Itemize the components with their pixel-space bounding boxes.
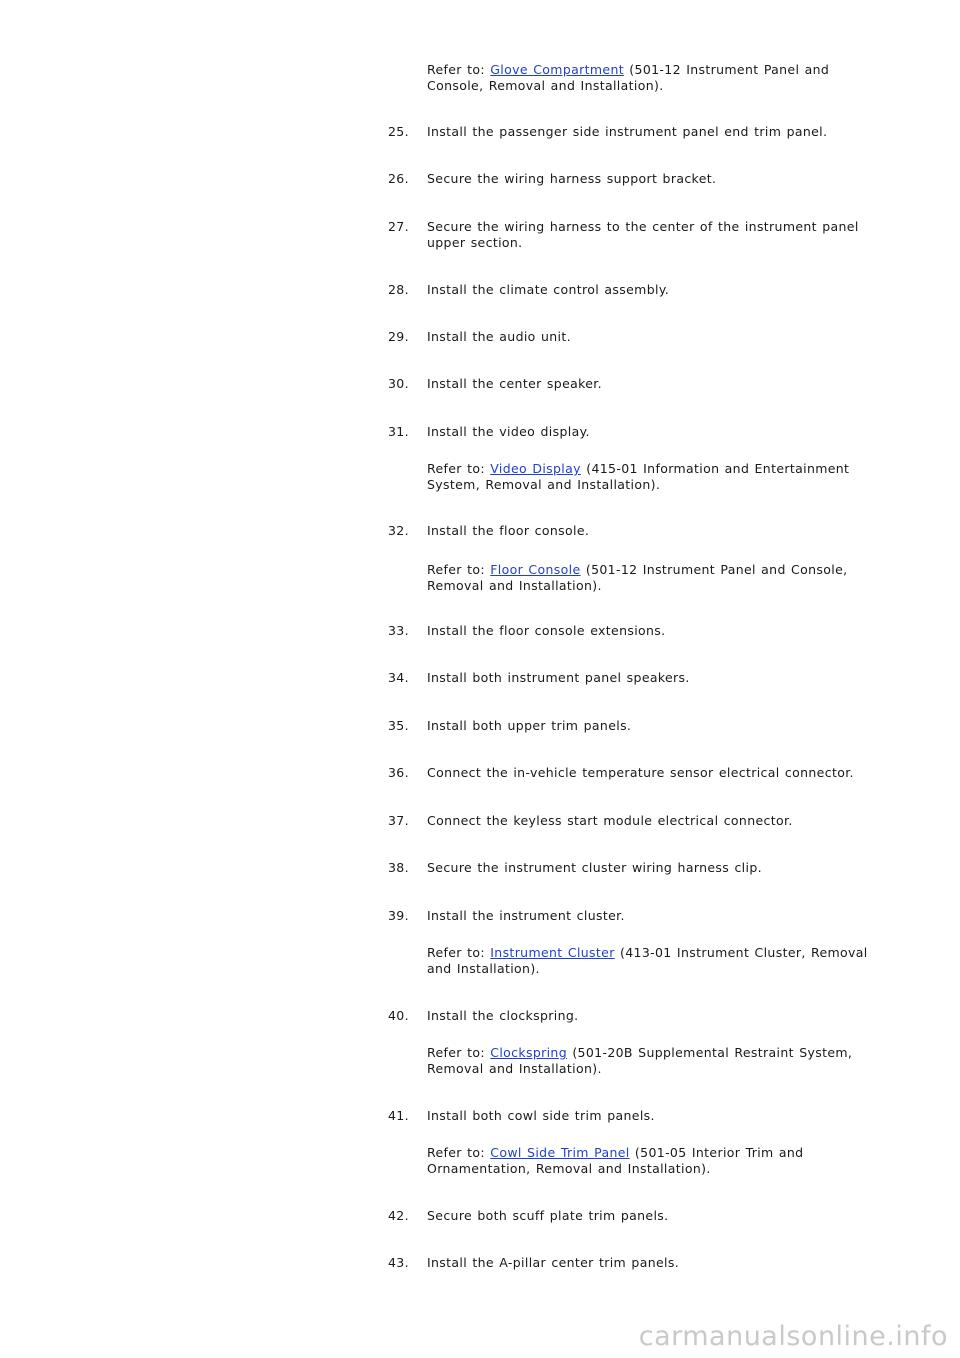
step-number: 40. [388,1008,409,1023]
reference-prefix: Refer to: [427,62,491,77]
step-number: 36. [388,765,409,780]
reference-line: System, Removal and Installation). [427,477,661,492]
step-number: 25. [388,124,409,139]
step-text: Install the A-pillar center trim panels. [427,1255,680,1270]
step-text: Install both upper trim panels. [427,718,632,733]
step-text: Install both instrument panel speakers. [427,670,690,685]
step-number: 34. [388,670,409,685]
reference-text: (501-12 Instrument Panel and [623,62,830,77]
step-number: 33. [388,623,409,638]
step-number: 29. [388,329,409,344]
cowl-side-trim-panel-link[interactable]: Cowl Side Trim Panel [490,1145,630,1160]
step-number: 42. [388,1208,409,1223]
step-number: 38. [388,860,409,875]
glove-compartment-link[interactable]: Glove Compartment [490,62,624,77]
reference-line [427,461,882,477]
reference-text: (413-01 Instrument Cluster, Removal [614,945,868,960]
reference-prefix: Refer to: [427,461,491,476]
step-text: Install the floor console. [427,523,590,538]
reference-line [427,62,882,78]
reference-text: (501-12 Instrument Panel and Console, [580,562,848,577]
instrument-cluster-link[interactable]: Instrument Cluster [490,945,615,960]
reference-line [427,562,882,578]
step-number: 26. [388,171,409,186]
reference-line: Removal and Installation). [427,1061,602,1076]
step-number: 28. [388,282,409,297]
floor-console-link[interactable]: Floor Console [490,562,581,577]
step-number: 39. [388,908,409,923]
step-number: 32. [388,523,409,538]
step-text: Install the audio unit. [427,329,571,344]
step-text: Install the video display. [427,424,590,439]
reference-line: Console, Removal and Installation). [427,78,664,93]
reference-line [427,1145,882,1161]
clockspring-link[interactable]: Clockspring [490,1045,567,1060]
step-text: Connect the in-vehicle temperature sensor electrical connector. [427,765,854,780]
reference-line: and Installation). [427,961,540,976]
reference-line: Ornamentation, Removal and Installation). [427,1161,711,1176]
video-display-link[interactable]: Video Display [490,461,581,476]
reference-text: (415-01 Information and Entertainment [580,461,850,476]
step-number: 30. [388,376,409,391]
step-number: 31. [388,424,409,439]
reference-line: Removal and Installation). [427,578,602,593]
step-text: Install the center speaker. [427,376,602,391]
step-text: Install the climate control assembly. [427,282,670,297]
step-text: Install the clockspring. [427,1008,579,1023]
reference-prefix: Refer to: [427,562,491,577]
step-text: Install the floor console extensions. [427,623,666,638]
reference-line [427,945,882,961]
step-text: Install the passenger side instrument panel end trim panel. [427,124,828,139]
step-number: 35. [388,718,409,733]
site-watermark: carmanualsonline.info [638,1321,948,1352]
step-text: Install the instrument cluster. [427,908,625,923]
reference-prefix: Refer to: [427,1145,491,1160]
step-number: 41. [388,1108,409,1123]
reference-prefix: Refer to: [427,945,491,960]
step-number: 43. [388,1255,409,1270]
step-number: 27. [388,219,409,234]
step-text: Connect the keyless start module electrical connector. [427,813,793,828]
reference-text: (501-05 Interior Trim and [629,1145,804,1160]
step-number: 37. [388,813,409,828]
step-text: upper section. [427,235,523,250]
step-text: Install both cowl side trim panels. [427,1108,655,1123]
reference-line [427,1045,882,1061]
step-text: Secure the wiring harness support bracket. [427,171,717,186]
step-text: Secure the wiring harness to the center of the instrument panel [427,219,859,234]
reference-text: (501-20B Supplemental Restraint System, [567,1045,853,1060]
step-text: Secure both scuff plate trim panels. [427,1208,669,1223]
reference-prefix: Refer to: [427,1045,491,1060]
step-text: Secure the instrument cluster wiring harness clip. [427,860,762,875]
